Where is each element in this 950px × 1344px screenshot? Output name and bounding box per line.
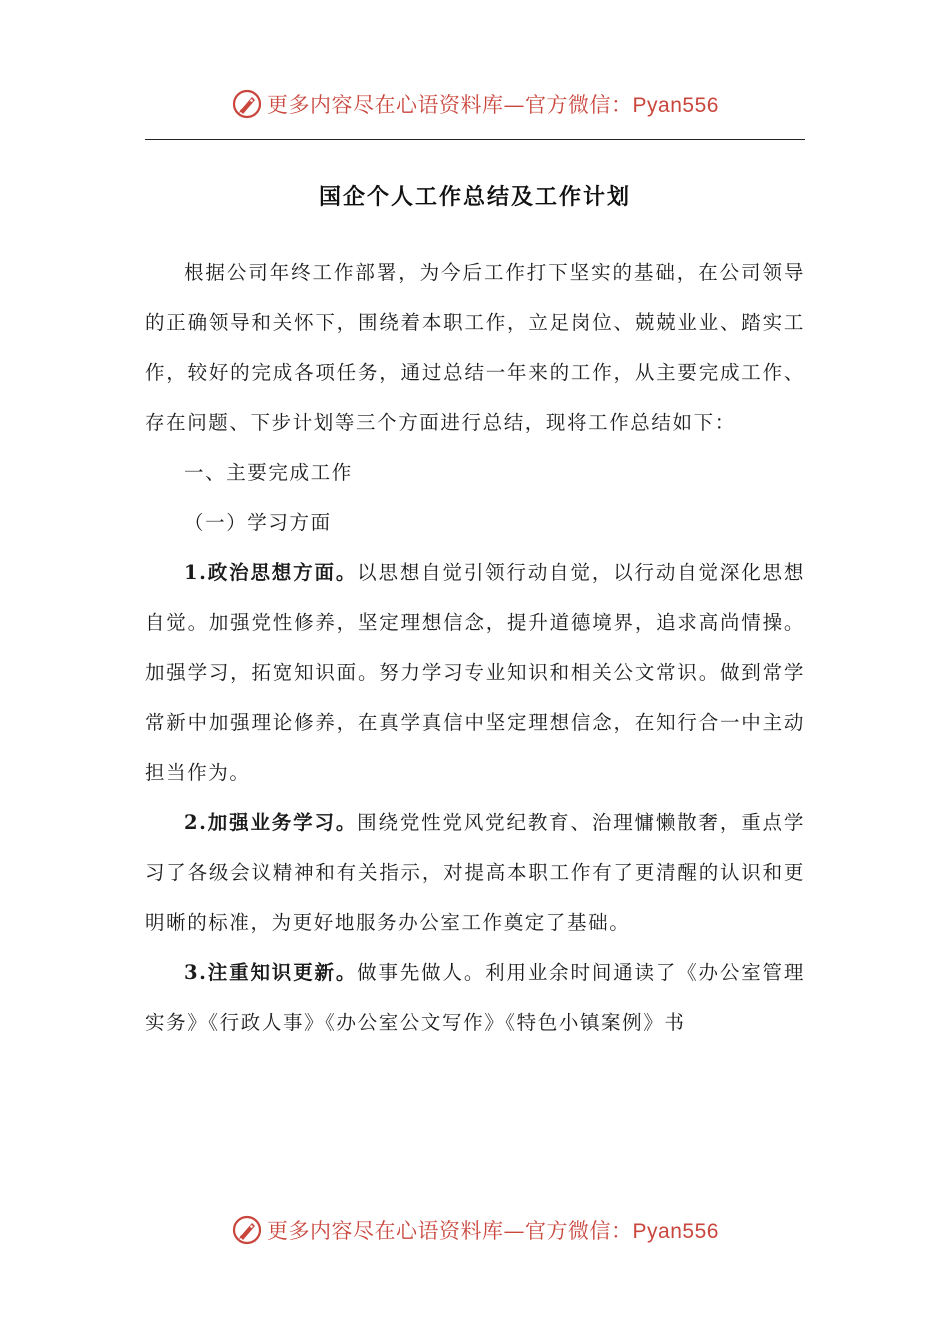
- item-paragraph: [145, 948, 805, 1048]
- header-divider: [145, 139, 805, 140]
- item-body: 围绕党性党风党纪教育、治理慵懒散奢，重点学习了各级会议精神和有关指示，对提高本职工作有了更清醒的认识和更明晰的标准，为更好地服务办公室工作奠定了基础。: [145, 811, 805, 934]
- pen-nib-logo-icon: [231, 88, 263, 120]
- item-paragraph: [145, 798, 805, 948]
- item-paragraph: [145, 548, 805, 798]
- document-body: [145, 248, 805, 1048]
- item-body: 做事先做人。利用业余时间通读了《办公室管理实务》《行政人事》《办公室公文写作》《特色小镇案例》书: [145, 961, 805, 1034]
- watermark-text: 更多内容尽在心语资料库—官方微信：Pyan556: [267, 93, 719, 117]
- item-lead: 3.注重知识更新。: [184, 961, 358, 984]
- document-title: 国企个人工作总结及工作计划: [318, 185, 631, 210]
- pen-nib-logo-icon: [231, 1214, 263, 1246]
- item-lead: 2.加强业务学习。: [184, 811, 358, 834]
- subsection-heading: （一）学习方面: [184, 511, 332, 534]
- intro-paragraph: 根据公司年终工作部署，为今后工作打下坚实的基础，在公司领导的正确领导和关怀下，围绕着本职工作，立足岗位、兢兢业业、踏实工作，较好的完成各项任务，通过总结一年来的工作，从主要完成工作、存在问题、下步计划等三个方面进行总结，现将工作总结如下：: [145, 261, 805, 434]
- watermark-text: 更多内容尽在心语资料库—官方微信：Pyan556: [267, 1219, 719, 1243]
- footer-watermark: [0, 1210, 950, 1250]
- item-body: 以思想自觉引领行动自觉，以行动自觉深化思想自觉。加强党性修养，坚定理想信念，提升道德境界，追求高尚情操。加强学习，拓宽知识面。努力学习专业知识和相关公文常识。做到常学常新中加强理论修养，在真学真信中坚定理想信念，在知行合一中主动担当作为。: [145, 561, 805, 784]
- item-lead: 1.政治思想方面。: [184, 561, 358, 584]
- header-watermark: [0, 84, 950, 124]
- section-heading: 一、主要完成工作: [184, 461, 353, 484]
